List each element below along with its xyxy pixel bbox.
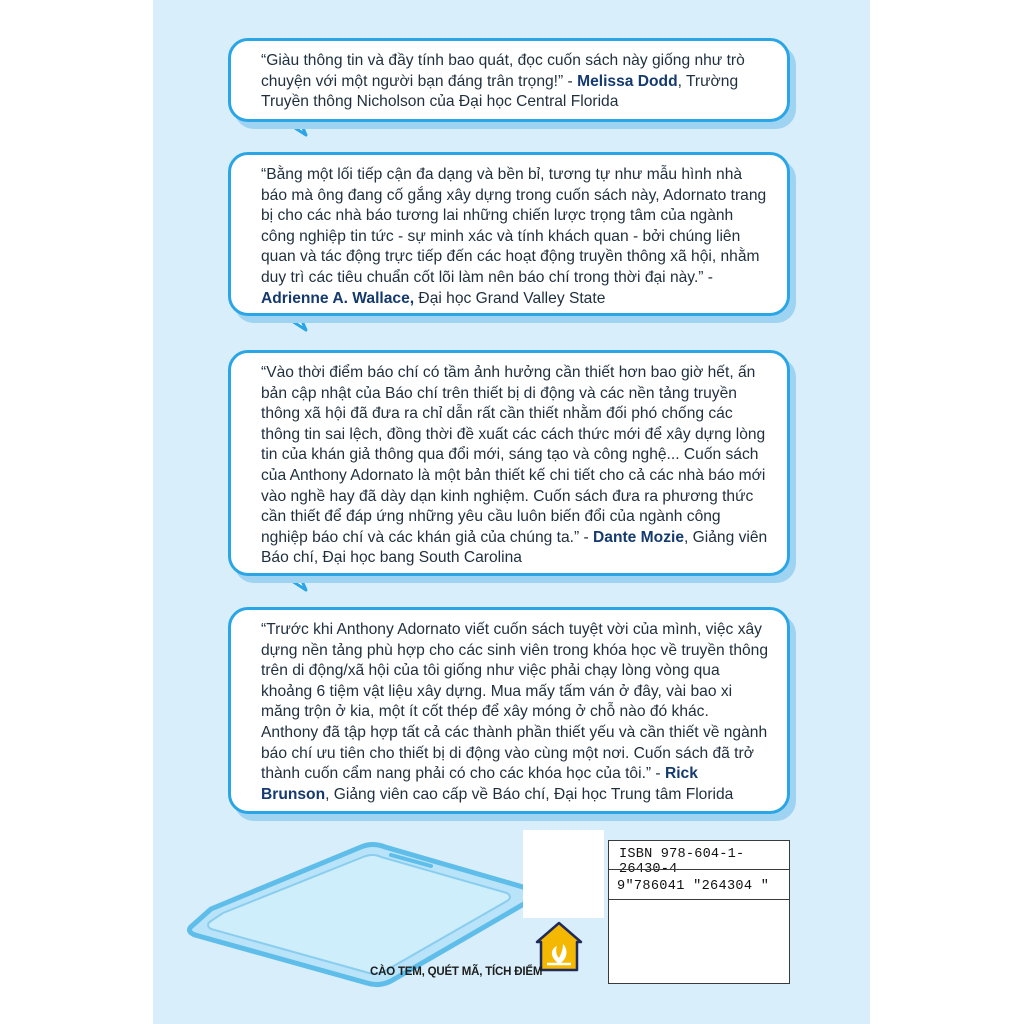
quote-affiliation: , Giảng viên Báo chí, Đại học bang South Carolina <box>261 528 768 567</box>
quote-bubble-4 <box>228 607 790 814</box>
quote-author: Adrienne A. Wallace, <box>261 289 415 307</box>
isbn-label: ISBN 978-604-1-26430-4 <box>619 847 745 877</box>
divider <box>609 899 789 900</box>
quote-author: Rick Brunson <box>261 765 698 803</box>
quote-text: “Vào thời điểm báo chí có tầm ảnh hưởng cần thiết hơn bao giờ hết, ấn bản cập nhật của Báo chí trên thiết bị di động và các nền tảng truyền thông xã hội đã đưa ra chỉ dẫn rất cần thiết nhằm đối phó chống các thông tin sai lệch, đồng thời đề xuất các cách thức mới để xây dựng lòng tin của khán giả thông qua đổi mới, sáng tạo và công nghệ... Cuốn sách của Anthony Adornato là một bản thiết kế chi tiết cho cả các nhà báo mới vào nghề hay đã dày dạn kinh nghiệm. Cuốn sách đưa ra phương thức cần thiết để đáp ứng những yêu cầu luôn biến đổi của ngành công nghiệp báo chí và các khán giả của chúng ta.” - <box>261 364 766 546</box>
quote-affiliation: , Trường Truyền thông Nicholson của Đại học Central Florida <box>261 72 739 111</box>
barcode-digits: 9"786041 "264304 " <box>617 879 770 894</box>
sticker-area <box>523 830 604 918</box>
quote-text: “Bằng một lối tiếp cận đa dạng và bền bỉ, tương tự như mẫu hình nhà báo mà ông đang cố gắng xây dựng trong cuốn sách này, Adornato trang bị cho các nhà báo tương lai những chiến lược trọng tâm của ngành công nghiệp tin tức - sự minh xác và tính khách quan - bởi chúng liên quan và tác động trực tiếp đến các hoạt động truyền thông xã hội, nhằm duy trì các tiêu chuẩn cốt lõi làm nên báo chí trong thời đại này.” - <box>261 166 767 286</box>
quote-text: “Giàu thông tin và đầy tính bao quát, đọc cuốn sách này giống như trò chuyện với một người bạn đáng trân trọng!” - <box>261 52 745 90</box>
quote-text: “Trước khi Anthony Adornato viết cuốn sách tuyệt vời của mình, việc xây dựng nền tảng phù hợp cho các sinh viên trong khóa học về truyền thông trên di động/xã hội của tôi giống như việc phải chạy lòng vòng qua khoảng 6 tiệm vật liệu xây dựng. Mua mấy tấm ván ở đây, vài bao xi măng trộn ở kia, một ít cốt thép để xây móng ở chỗ nào đó khác. Anthony đã tập hợp tất cả các thành phần thiết yếu và cần thiết về ngành báo chí ưu tiên cho thiết bị di động vào cùng một nơi. Cuốn sách đã trở thành cuốn cẩm nang phải có cho các khóa học của tôi.” - <box>261 621 769 783</box>
quote-affiliation: , Giảng viên cao cấp về Báo chí, Đại học Trung tâm Florida <box>325 785 734 803</box>
quote-bubble-3 <box>228 350 790 576</box>
promo-tagline: CÀO TEM, QUÉT MÃ, TÍCH ĐIỂM <box>370 966 543 978</box>
quote-bubble-1 <box>228 38 790 122</box>
quote-affiliation: Đại học Grand Valley State <box>414 289 606 307</box>
quote-bubble-2 <box>228 152 790 316</box>
quote-author: Dante Mozie <box>593 528 684 546</box>
barcode-box <box>608 840 790 984</box>
quote-author: Melissa Dodd <box>577 72 678 90</box>
divider <box>609 869 789 870</box>
